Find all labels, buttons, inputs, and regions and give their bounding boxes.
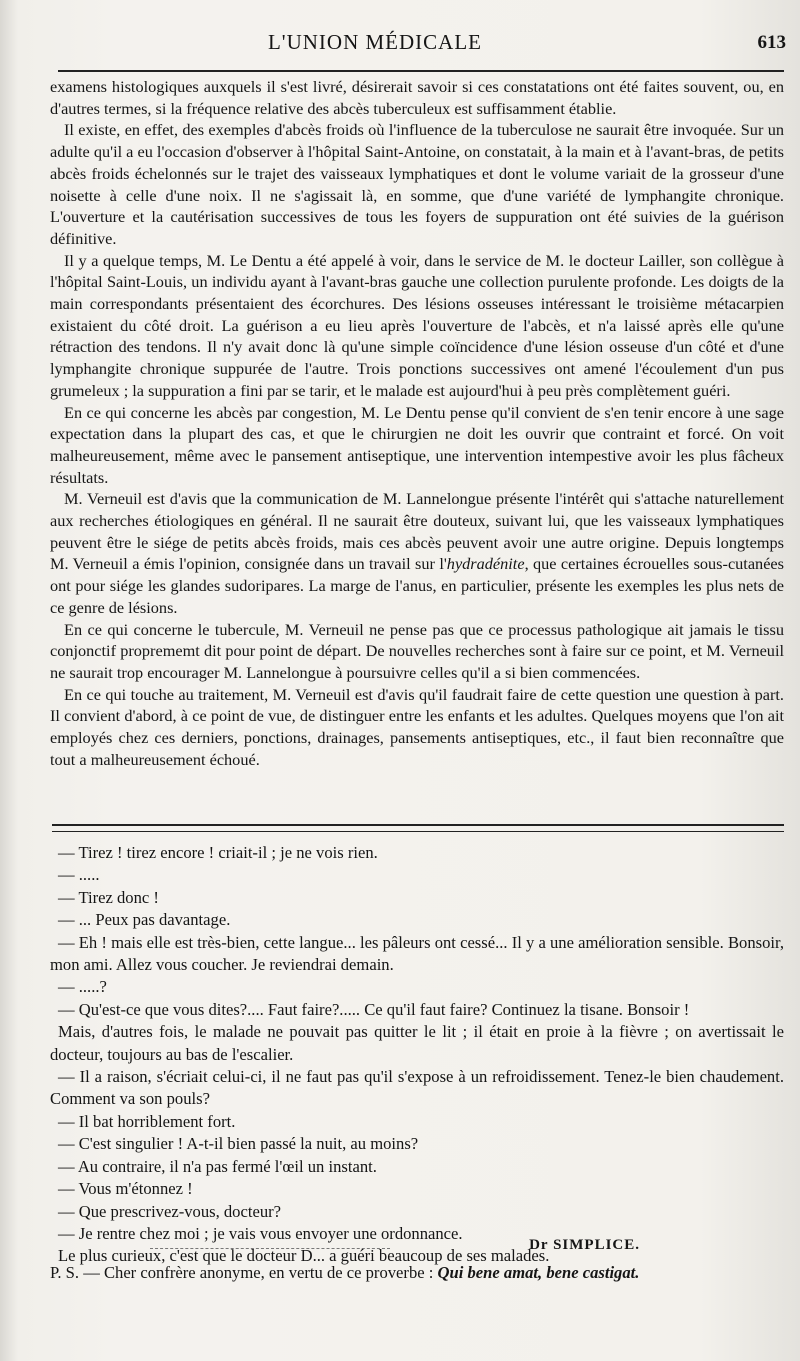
feuilleton-separator	[52, 824, 784, 832]
postscript	[50, 1262, 784, 1284]
verneuil-text-after: , que certaines écrouelles sous-cutanées ont pour siége les glandes sudoripares. La marge de l'anus, en particulier, présente les exemples les plus nets de ce genre de lésions.	[50, 554, 784, 617]
verneuil-text-before: M. Verneuil est d'avis que la communication de M. Lannelongue présente l'intérêt qui s'attache naturellement aux recherches étiologiques en général. Il ne saurait être douteux, suivant lui, que les vaisseaux lymphatiques peuvent être le siége de petits abcès froids, mais ces abcès peuvent avoir une autre origine. Depuis longtemps M. Verneuil a émis l'opinion, consignée dans un travail sur l'	[50, 489, 784, 574]
dialogue-line: — Au contraire, il n'a pas fermé l'œil un instant.	[58, 1156, 377, 1176]
report-paragraph: En ce qui touche au traitement, M. Verneuil est d'avis qu'il faudrait faire de cette question une question à part. Il convient d'abord, à ce point de vue, de distinguer entre les enfants et les adultes. Quelques moyens que l'on ait employés chez ces derniers, ponctions, drainages, pansements antiseptiques, etc., il faut bien reconnaître que tout a malheureusement échoué.	[50, 684, 784, 769]
dialogue-line: — Tirez donc !	[58, 887, 159, 907]
feuilleton-column	[50, 842, 784, 1268]
dialogue-line: — Que prescrivez-vous, docteur?	[58, 1201, 282, 1221]
narrative-paragraph: Mais, d'autres fois, le malade ne pouvait pas quitter le lit ; il était en proie à la fièvre ; on avertissait le docteur, toujours au bas de l'escalier.	[50, 1022, 784, 1064]
dialogue-line: — .....?	[58, 977, 107, 997]
narrative-paragraph: Le plus curieux, c'est que le docteur D... a guéri beaucoup de ses malades.	[58, 1246, 550, 1266]
dialogue-line: — Il bat horriblement fort.	[58, 1111, 236, 1131]
postscript-quote: Qui bene amat, bene castigat.	[437, 1263, 640, 1282]
author-signature: Dr SIMPLICE.	[529, 1237, 640, 1253]
dialogue-line: — Il a raison, s'écriait celui-ci, il ne faut pas qu'il s'expose à un refroidissement. Tenez-le bien chaudement. Comment va son pouls?	[50, 1067, 784, 1109]
report-paragraph: Il existe, en effet, des exemples d'abcès froids où l'influence de la tuberculose ne saurait être invoquée. Sur un adulte qu'il a eu l'occasion d'observer à l'hôpital Saint-Antoine, on constatait, à la main et à l'avant-bras, de petits abcès froids échelonnés sur le trajet des vaisseaux lymphatiques et dont le volume variait de la grosseur d'une noisette à celle d'une noix. Il ne s'agissait là, en somme, que d'une variété de lymphangite chronique. L'ouverture et la cautérisation successives de tous les foyers de suppuration ont été suivies de la guérison définitive.	[50, 120, 784, 248]
dialogue-line: — Qu'est-ce que vous dites?.... Faut faire?..... Ce qu'il faut faire? Continuez la tisane. Bonsoir !	[58, 999, 690, 1019]
society-report-column	[50, 76, 784, 771]
page-number: 613	[757, 32, 786, 53]
dialogue-line: — Vous m'étonnez !	[58, 1179, 193, 1199]
postscript-text: P. S. — Cher confrère anonyme, en vertu de ce proverbe :	[50, 1263, 434, 1282]
dialogue-line: — ... Peux pas davantage.	[58, 910, 231, 930]
signature-rule	[150, 1248, 390, 1249]
cited-work-title: hydradénite	[446, 554, 525, 574]
report-paragraph: En ce qui concerne les abcès par congestion, M. Le Dentu pense qu'il convient de s'en tenir encore à une sage expectation dans la plupart des cas, et que le chirurgien ne doit les ouvrir que contraint et forcé. On voit malheureusement, même avec le pansement antiseptique, une intervention intempestive avoir les plus fâcheux résultats.	[50, 402, 784, 487]
dialogue-line: — .....	[58, 865, 100, 885]
dialogue-line: — Je rentre chez moi ; je vais vous envoyer une ordonnance.	[58, 1223, 463, 1243]
report-paragraph	[50, 488, 784, 618]
running-title: L'UNION MÉDICALE	[267, 30, 482, 54]
page-header	[50, 30, 786, 64]
header-rule	[58, 70, 784, 72]
report-paragraph: En ce qui concerne le tubercule, M. Verneuil ne pense pas que ce processus pathologique ait jamais le tissu conjonctif proprememt dit pour point de départ. De nouvelles recherches sont à faire sur ce point, et M. Verneuil ne saurait trop encourager M. Lannelongue à poursuivre celles qu'il a si bien commencées.	[50, 619, 784, 682]
report-paragraph: Il y a quelque temps, M. Le Dentu a été appelé à voir, dans le service de M. le docteur Lailler, son collègue à l'hôpital Saint-Louis, un individu ayant à l'avant-bras gauche une collection purulente profonde. Les doigts de la main correspondants présentaient des écorchures. Des lésions osseuses intéressant le troisième métacarpien existaient du côté droit. La guérison a eu lieu après l'ouverture de l'abcès, et n'a laissé après elle qu'une rétraction des tendons. Il n'y avait donc là qu'une simple coïncidence d'une lésion osseuse d'un côté et d'une lymphangite chronique suppurée de l'autre. Trois ponctions successives ont amené l'écoulement d'un pus grumeleux ; la suppuration a fini par se tarir, et le malade est aujourd'hui à peu près complètement guéri.	[50, 250, 784, 400]
dialogue-line: — Eh ! mais elle est très-bien, cette langue... les pâleurs ont cessé... Il y a une amélioration sensible. Bonsoir, mon ami. Allez vous coucher. Je reviendrai demain.	[50, 932, 784, 975]
dialogue-line: — C'est singulier ! A-t-il bien passé la nuit, au moins?	[58, 1134, 419, 1154]
dialogue-line: — Tirez ! tirez encore ! criait-il ; je ne vois rien.	[58, 843, 378, 862]
report-paragraph: examens histologiques auxquels il s'est livré, désirerait savoir si ces constatations ont été faites souvent, ou, en d'autres termes, si la fréquence relative des abcès tuberculeux est suffisamment établie.	[50, 77, 784, 118]
